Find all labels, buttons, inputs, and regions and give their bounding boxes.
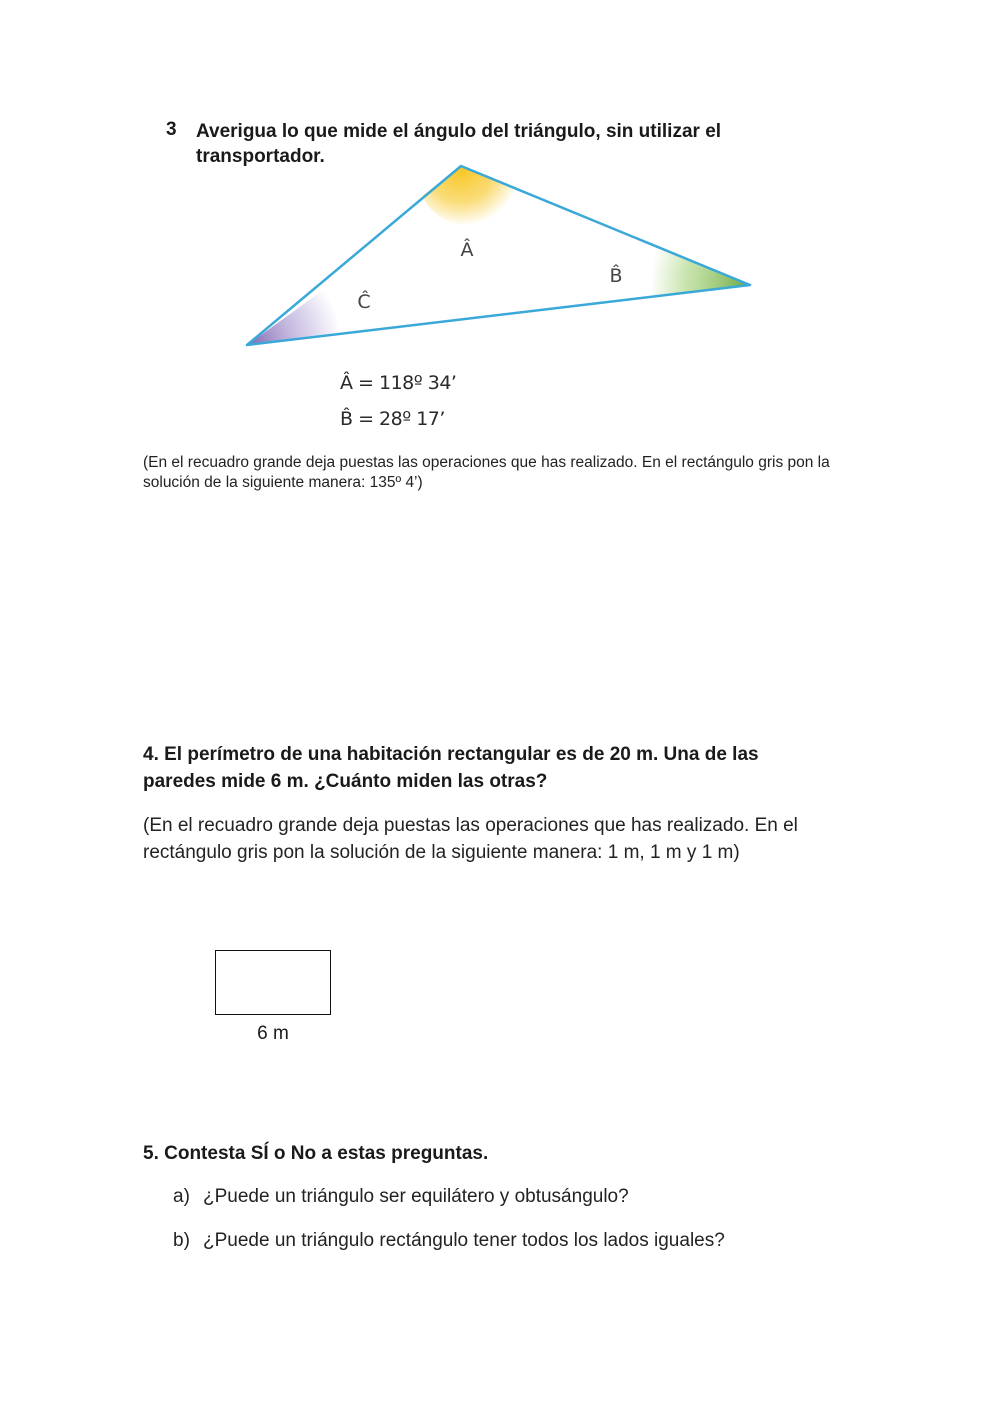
item-b-letter: b) <box>173 1230 190 1251</box>
question-4-title: 4. El perímetro de una habitación rectangular es de 20 m. Una de las paredes mide 6 m. ¿Cuánto miden las otras? <box>143 744 759 792</box>
angle-b-label: B̂ <box>609 265 623 287</box>
triangle-figure <box>240 158 760 353</box>
item-a-letter: a) <box>173 1186 190 1207</box>
angle-a-shading <box>422 166 518 225</box>
item-a-text: ¿Puede un triángulo ser equilátero y obtusángulo? <box>203 1186 629 1207</box>
angle-a-label: Â <box>460 239 474 261</box>
room-side-label: 6 m <box>257 1023 289 1044</box>
question-3-title: Averigua lo que mide el ángulo del triángulo, sin utilizar el transportador. <box>196 121 722 167</box>
question-3-number: 3 <box>166 119 177 140</box>
question-3-instructions: (En el recuadro grande deja puestas las operaciones que has realizado. En el rectángulo gris pon la solución de la siguiente manera: 135º 4’) <box>143 454 830 491</box>
angle-c-label: Ĉ <box>357 291 371 313</box>
room-rectangle <box>215 950 331 1015</box>
question-5-title: 5. Contesta SÍ o No a estas preguntas. <box>143 1143 489 1164</box>
question-4-instructions: (En el recuadro grande deja puestas las operaciones que has realizado. En el rectángulo gris pon la solución de la siguiente manera: 1 m, 1 m y 1 m) <box>143 815 798 863</box>
angle-b-shading <box>651 244 750 297</box>
given-angle-b: B̂ = 28º 17’ <box>340 408 445 430</box>
question-5-item-b <box>173 1230 725 1252</box>
given-angle-a: Â = 118º 34’ <box>340 372 457 394</box>
item-b-text: ¿Puede un triángulo rectángulo tener todos los lados iguales? <box>203 1230 725 1251</box>
question-5-item-a <box>173 1186 629 1208</box>
